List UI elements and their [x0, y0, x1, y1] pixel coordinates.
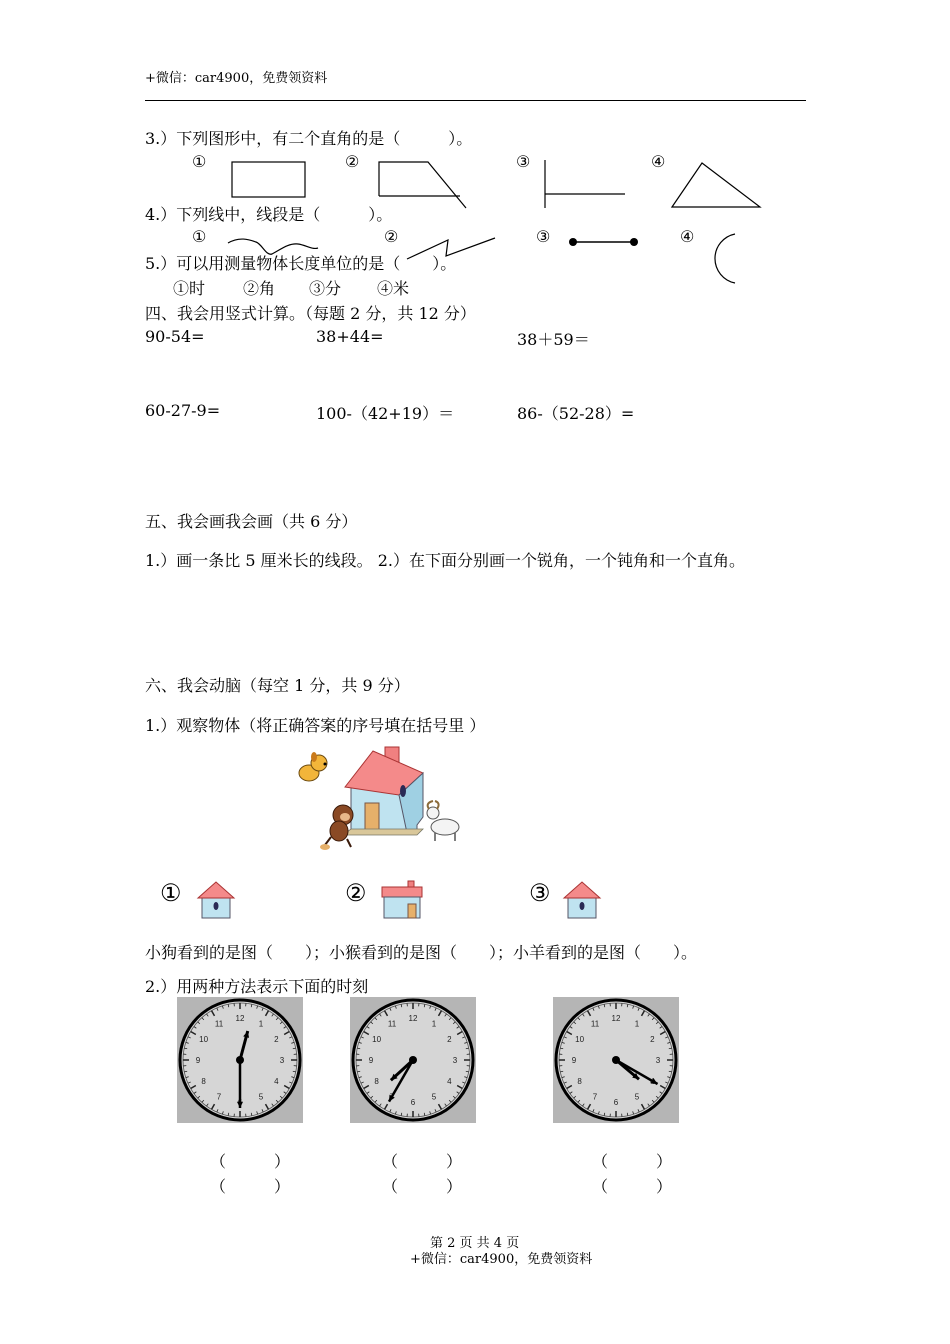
section-5-title: 五、我会画我会画（共 6 分）: [145, 512, 358, 531]
clock-number: 3: [452, 1056, 458, 1065]
clock-1-blank-1[interactable]: （ ）: [210, 1152, 291, 1171]
house-view-1: [196, 880, 236, 920]
clock-number: 8: [374, 1077, 379, 1086]
house-option-3-label: ③: [529, 879, 551, 907]
clock-number: 2: [447, 1035, 452, 1044]
clock-number: 11: [387, 1019, 397, 1029]
clock-3: [553, 997, 679, 1123]
clock-number: 1: [634, 1019, 640, 1029]
clock-number: 6: [410, 1098, 416, 1107]
clock-number: 3: [655, 1056, 661, 1065]
q3-option-2: ②: [345, 152, 360, 171]
footer-text: +微信：car4900，免费领资料: [410, 1252, 593, 1267]
clock-3-blank-1[interactable]: （ ）: [592, 1152, 673, 1171]
calc-problem-6: 86-（52-28）=: [517, 404, 635, 423]
clock-number: 11: [214, 1019, 224, 1029]
clock-number: 11: [590, 1019, 600, 1029]
q4-figures: [0, 0, 950, 300]
clock-number: 12: [611, 1014, 621, 1023]
q5-choice-1: ①时: [173, 279, 206, 298]
clock-number: 3: [279, 1056, 285, 1065]
q4-option-3: ③: [536, 227, 551, 246]
clock-center: [612, 1056, 620, 1064]
q4-option-1: ①: [192, 227, 207, 246]
calc-problem-3: 38＋59＝: [517, 330, 590, 349]
monkey-illustration: [320, 805, 353, 850]
q3-option-1: ①: [192, 152, 207, 171]
question-5: 5.）可以用测量物体长度单位的是（ ）。: [145, 254, 457, 273]
question-3: 3.）下列图形中，有二个直角的是（ ）。: [145, 129, 473, 148]
clock-number: 8: [201, 1077, 206, 1086]
calc-problem-2: 38+44=: [316, 327, 384, 346]
clock-number: 10: [199, 1035, 209, 1044]
house-illustration: [343, 747, 423, 835]
clock-number: 7: [216, 1092, 222, 1102]
clock-number: 4: [274, 1077, 279, 1086]
observation-answer-line: 小狗看到的是图（ ）；小猴看到的是图（ ）；小羊看到的是图（ ）。: [145, 943, 698, 962]
calc-problem-1: 90-54=: [145, 327, 205, 346]
goat-illustration: [427, 801, 459, 841]
q5-choice-2: ②角: [243, 279, 276, 298]
clock-number: 7: [592, 1092, 598, 1102]
clock-number: 9: [195, 1056, 201, 1065]
calc-problem-5: 100-（42+19）＝: [316, 404, 455, 423]
question-4: 4.）下列线中，线段是（ ）。: [145, 205, 393, 224]
q3-option-3: ③: [516, 152, 531, 171]
clock-2-blank-1[interactable]: （ ）: [382, 1152, 463, 1171]
clock-3-blank-2[interactable]: （ ）: [592, 1177, 673, 1196]
clock-number: 10: [575, 1035, 585, 1044]
house-view-3: [562, 880, 602, 920]
dog-illustration: [299, 752, 327, 781]
clock-number: 5: [431, 1092, 437, 1102]
house-view-2: [380, 880, 424, 920]
clock-number: 9: [368, 1056, 374, 1065]
clock-number: 4: [447, 1077, 452, 1086]
header-text: +微信：car4900，免费领资料: [145, 71, 328, 86]
section-5-question: 1.）画一条比 5 厘米长的线段。 2.）在下面分别画一个锐角，一个钝角和一个直角。: [145, 551, 745, 570]
clock-2: [350, 997, 476, 1123]
house-option-2-label: ②: [345, 879, 367, 907]
section-6-title: 六、我会动脑（每空 1 分，共 9 分）: [145, 676, 410, 695]
clock-center: [236, 1056, 244, 1064]
clock-number: 5: [634, 1092, 640, 1102]
q4-segment-end: [630, 238, 638, 246]
footer-page-number: 第 2 页 共 4 页: [430, 1236, 520, 1251]
clock-1: [177, 997, 303, 1123]
q5-choice-4: ④米: [377, 279, 410, 298]
clock-number: 1: [258, 1019, 264, 1029]
section-6-question-1: 1.）观察物体（将正确答案的序号填在括号里 ）: [145, 716, 486, 735]
clock-number: 9: [571, 1056, 577, 1065]
q3-option-4: ④: [651, 152, 666, 171]
section-4-title: 四、我会用竖式计算。（每题 2 分，共 12 分）: [145, 304, 476, 323]
clock-number: 12: [235, 1014, 245, 1023]
calc-problem-4: 60-27-9=: [145, 401, 221, 420]
clock-number: 5: [258, 1092, 264, 1102]
q4-option-2: ②: [384, 227, 399, 246]
clock-number: 12: [408, 1014, 418, 1023]
clock-number: 8: [577, 1077, 582, 1086]
clock-number: 2: [274, 1035, 279, 1044]
q5-choice-3: ③分: [309, 279, 342, 298]
clock-2-blank-2[interactable]: （ ）: [382, 1177, 463, 1196]
clock-1-blank-2[interactable]: （ ）: [210, 1177, 291, 1196]
q4-segment-start: [569, 238, 577, 246]
clock-number: 10: [372, 1035, 382, 1044]
observation-scene: [295, 745, 465, 855]
house-option-1-label: ①: [160, 879, 182, 907]
clock-center: [409, 1056, 417, 1064]
q4-option-4: ④: [680, 227, 695, 246]
clock-number: 2: [650, 1035, 655, 1044]
clock-number: 6: [613, 1098, 619, 1107]
section-6-question-2: 2.）用两种方法表示下面的时刻: [145, 977, 369, 996]
clock-number: 1: [431, 1019, 437, 1029]
q4-arc: [715, 234, 735, 283]
